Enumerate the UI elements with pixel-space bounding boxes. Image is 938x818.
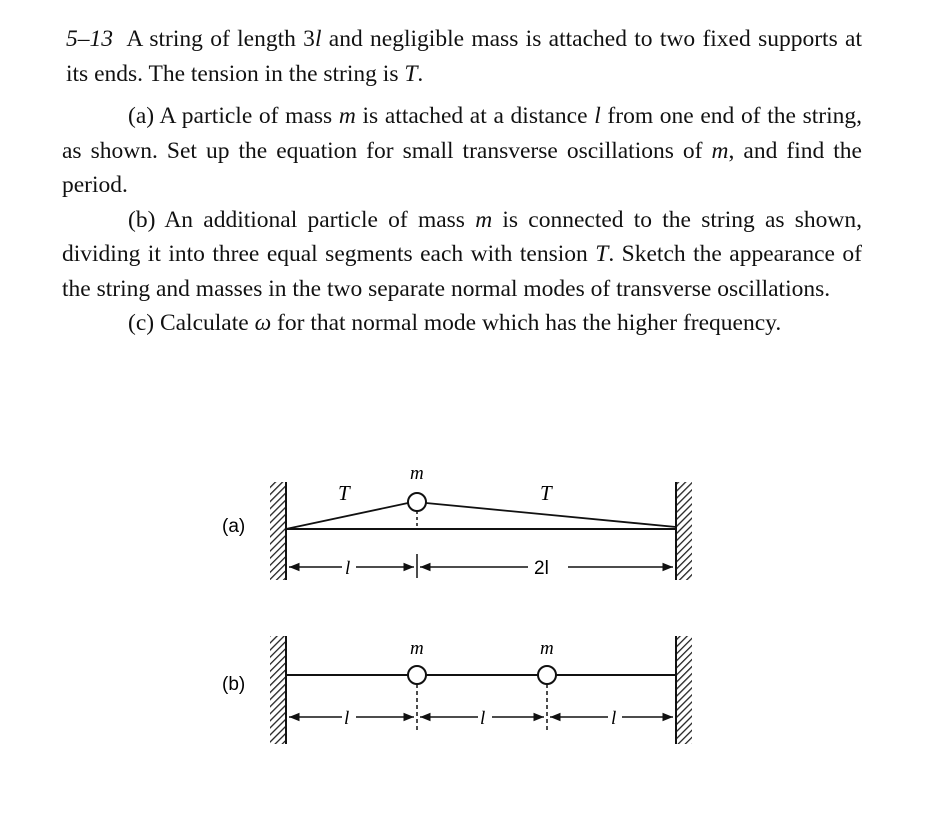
mass-b-left [408, 666, 426, 684]
right-wall-hatch [676, 636, 692, 744]
figure-a-label: (a) [222, 516, 246, 537]
dim-label-1: l [344, 708, 350, 729]
part-b-text-1: (b) An additional particle of mass [128, 206, 476, 233]
left-wall-b [270, 636, 286, 744]
part-b-text-2: is connected to the string as shown, dividing it into three equal segments each with tension [62, 206, 862, 267]
var-l: l [594, 103, 601, 129]
part-a-text-3: from one end of the string, as shown. Set up the equation for small transverse oscillations of [62, 103, 863, 164]
intro-text-3: . [417, 60, 424, 87]
var-l: l [314, 26, 322, 52]
tension-right-label: T [540, 481, 552, 505]
mass-a-label: m [410, 463, 424, 484]
part-c-text-2: for that normal mode which has the higher frequency. [271, 310, 782, 336]
dim-label-3: l [611, 708, 617, 729]
part-c-text-1: (c) Calculate [128, 310, 255, 336]
part-a-text-1: (a) A particle of mass [128, 103, 339, 129]
dimension-a [289, 554, 673, 579]
var-omega: ω [254, 310, 272, 336]
mass-b-left-label: m [410, 638, 424, 659]
figure-b-label: (b) [222, 674, 246, 695]
right-wall-b [676, 636, 692, 744]
left-wall-a [270, 482, 286, 580]
dim-right-label: 2l [534, 558, 549, 579]
tension-left-label: T [338, 481, 350, 505]
var-m: m [338, 103, 356, 129]
problem-number: 5–13 [66, 26, 113, 52]
left-wall-hatch [270, 482, 286, 580]
left-wall-hatch [270, 636, 286, 744]
figure-a [222, 463, 692, 580]
var-m: m [711, 137, 729, 164]
intro-text-1: A string of length 3 [126, 26, 315, 52]
part-a-text-4: , and find the period. [62, 137, 862, 198]
right-wall-hatch [676, 482, 692, 580]
mass-a [408, 493, 426, 511]
part-a-text-2: is attached at a distance [355, 103, 595, 129]
mass-b-right-label: m [540, 638, 554, 659]
figure-b [222, 636, 692, 744]
var-m: m [475, 206, 493, 233]
right-wall-a [676, 482, 692, 580]
var-T: T [404, 60, 418, 87]
string-right-segment [426, 503, 676, 527]
var-T: T [595, 241, 609, 267]
mass-b-right [538, 666, 556, 684]
string-left-segment [286, 503, 408, 529]
dim-left-label: l [345, 558, 351, 579]
dimension-b [289, 708, 673, 729]
dim-label-2: l [480, 708, 486, 729]
part-b-text-3: . Sketch the appearance of the string and masses in the two separate normal modes of transverse oscillations. [62, 241, 863, 302]
intro-text-2: and negligible mass is attached to two fixed supports at its ends. The tension in the string is [66, 26, 862, 87]
